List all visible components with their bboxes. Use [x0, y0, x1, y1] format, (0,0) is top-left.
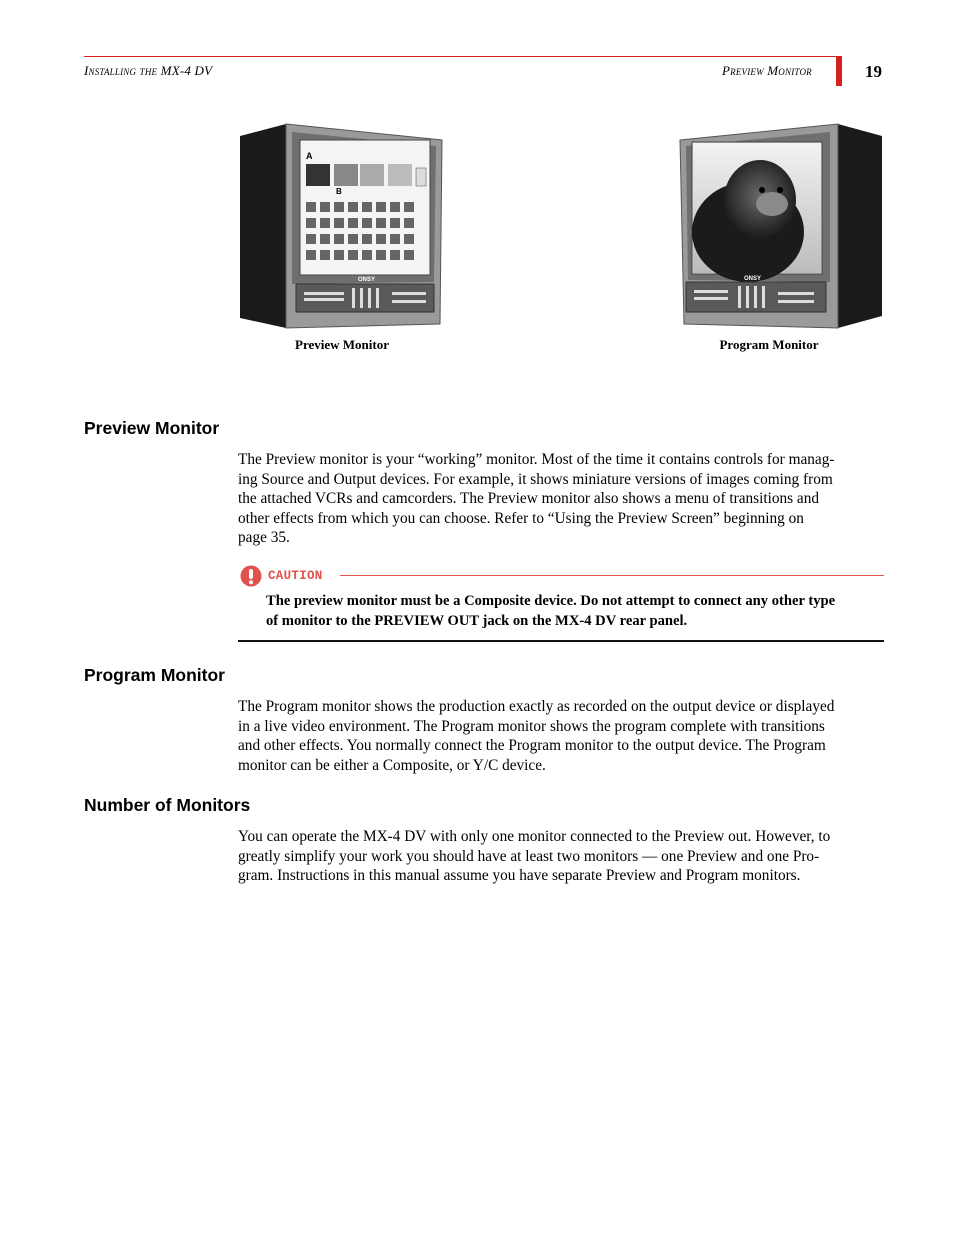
preview-monitor-heading: Preview Monitor [84, 418, 220, 438]
preview-screen-label-b: B [336, 187, 342, 196]
number-of-monitors-paragraph [238, 827, 883, 886]
paragraph-line: The Program monitor shows the production exactly as recorded on the output device or displayed [238, 698, 835, 715]
caution-label: CAUTION [268, 569, 323, 583]
paragraph-line: other effects from which you can choose. Refer to “Using the Preview Screen” beginning on [238, 509, 804, 527]
preview-brand-badge: ONSY [358, 277, 376, 283]
preview-monitor-paragraph [238, 450, 883, 548]
preview-screen-label-a: A [306, 151, 313, 161]
preview-monitor-illustration [240, 122, 444, 332]
program-brand-badge: ONSY [744, 276, 762, 282]
paragraph-line: and other effects. You normally connect the Program monitor to the output device. The Program [238, 737, 826, 755]
program-monitor-illustration [678, 122, 884, 332]
number-of-monitors-heading: Number of Monitors [84, 795, 251, 815]
preview-monitor-caption: Preview Monitor [295, 337, 389, 352]
paragraph-line: greatly simplify your work you should have at least two monitors — one Preview and one Pro- [238, 847, 820, 865]
caution-text [266, 592, 884, 631]
page-number: 19 [865, 62, 882, 81]
paragraph-line: The Preview monitor is your “working” monitor. Most of the time it contains controls for manag- [238, 451, 835, 468]
paragraph-line: in a live video environment. The Program monitor shows the program complete with transitions [238, 717, 825, 735]
running-head-right: Preview Monitor [722, 63, 812, 78]
running-head-left: Installing the MX-4 DV [84, 63, 213, 78]
paragraph-line: the attached VCRs and camcorders. The Preview monitor also shows a menu of transitions and [238, 490, 820, 508]
program-monitor-caption: Program Monitor [719, 337, 819, 352]
caution-rule [340, 575, 884, 576]
caution-exclamation-icon [240, 565, 262, 587]
program-monitor-paragraph [238, 697, 883, 775]
paragraph-line: You can operate the MX-4 DV with only one monitor connected to the Preview out. However, to [238, 828, 831, 845]
paragraph-line: monitor can be either a Composite, or Y/C device. [238, 756, 546, 774]
header-rule [84, 56, 838, 57]
program-monitor-heading: Program Monitor [84, 665, 225, 685]
paragraph-line: ing Source and Output devices. For example, it shows miniature versions of images coming from [238, 470, 833, 488]
paragraph-line: page 35. [238, 529, 290, 547]
header-accent-bar [836, 56, 842, 86]
paragraph-line: gram. Instructions in this manual assume you have separate Preview and Program monitors. [238, 867, 801, 885]
caution-bottom-rule [238, 640, 884, 642]
caution-line: of monitor to the PREVIEW OUT jack on the MX-4 DV rear panel. [266, 612, 688, 629]
caution-line: The preview monitor must be a Composite device. Do not attempt to connect any other type [266, 593, 836, 609]
